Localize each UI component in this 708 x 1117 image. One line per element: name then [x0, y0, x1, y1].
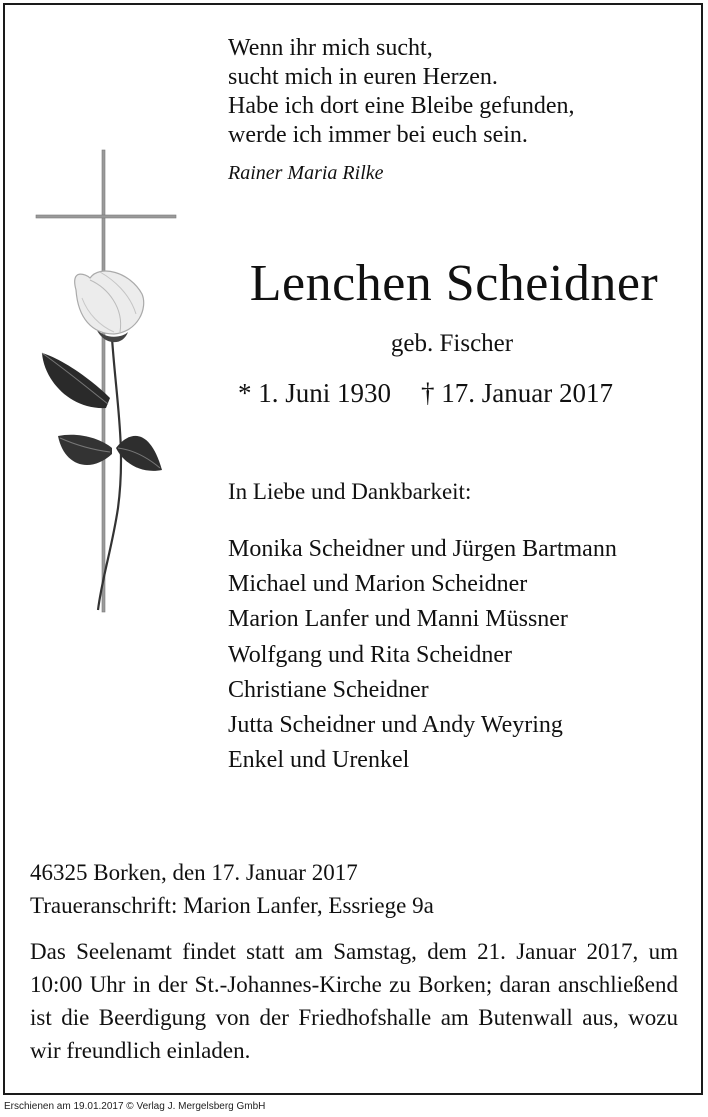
death-date: † 17. Januar 2017 [421, 378, 613, 408]
poem-line: Wenn ihr mich sucht, [228, 35, 433, 61]
poem-author: Rainer Maria Rilke [228, 162, 384, 184]
place-date: 46325 Borken, den 17. Januar 2017 [30, 860, 358, 885]
mourner-item: Jutta Scheidner und Andy Weyring [228, 712, 563, 739]
cross-and-rose-artwork [30, 148, 180, 618]
mourners-list [228, 532, 617, 778]
poem [228, 34, 575, 150]
mourner-item: Wolfgang und Rita Scheidner [228, 641, 513, 668]
service-announcement: Das Seelenamt findet statt am Samstag, dem 21. Januar 2017, um 10:00 Uhr in der St.-Johannes-Kirche zu Borken; daran anschließend ist die Beerdigung von der Friedhofshalle am Butenwall aus, wozu wir freundlich einladen. [30, 939, 678, 1063]
poem-line: sucht mich in euren Herzen. [228, 64, 498, 90]
mourning-address: Traueranschrift: Marion Lanfer, Essriege 9a [30, 893, 434, 918]
deceased-name: Lenchen Scheidner [249, 255, 659, 312]
maiden-name: geb. Fischer [390, 330, 514, 357]
mourner-item: Enkel und Urenkel [228, 747, 410, 774]
mourner-item: Michael und Marion Scheidner [228, 571, 528, 598]
place-and-address [30, 856, 434, 922]
birth-date: * 1. Juni 1930 [238, 378, 392, 408]
mourner-item: Marion Lanfer und Manni Müssner [228, 606, 568, 633]
mourner-item: Monika Scheidner und Jürgen Bartmann [228, 536, 617, 562]
life-dates [238, 378, 613, 409]
gratitude-heading: In Liebe und Dankbarkeit: [228, 479, 472, 504]
mourner-item: Christiane Scheidner [228, 676, 429, 703]
publication-footer: Erschienen am 19.01.2017 © Verlag J. Mergelsberg GmbH [4, 1101, 266, 1112]
poem-line: Habe ich dort eine Bleibe gefunden, [228, 93, 575, 119]
poem-line: werde ich immer bei euch sein. [228, 122, 528, 148]
